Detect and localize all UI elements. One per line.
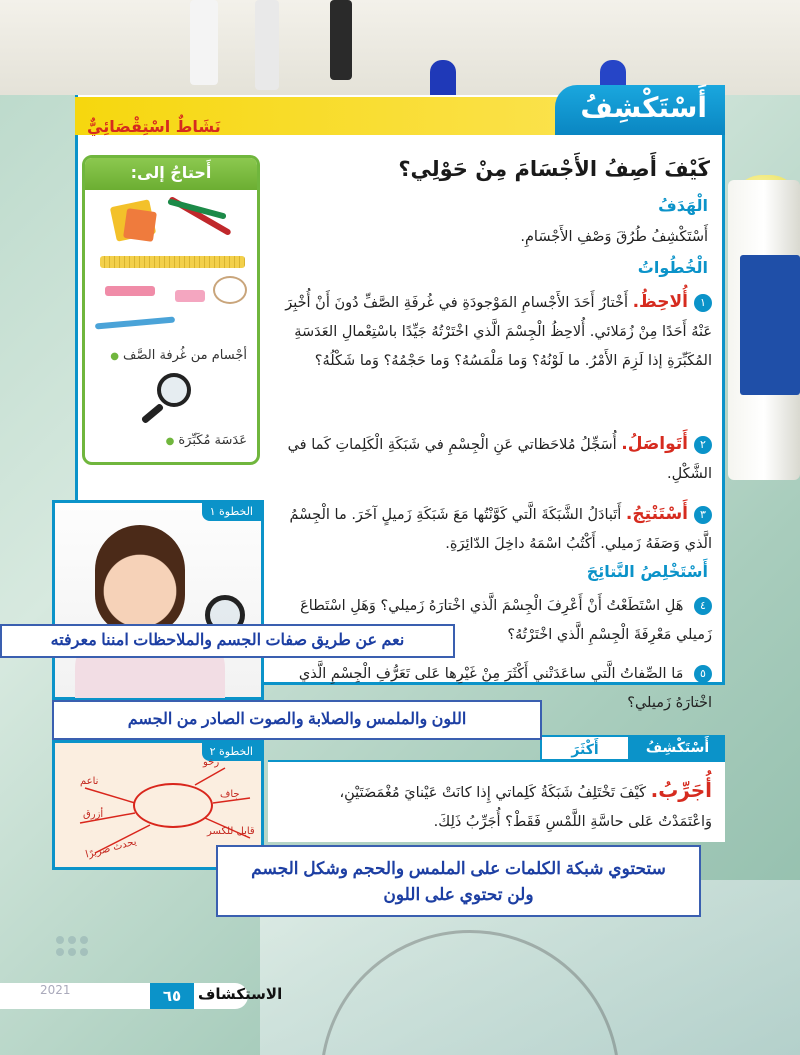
- step-text: أَتَبادَلُ الشَّبَكَةَ الَّتي كَوَّنْتُها مَعَ شَبَكَةِ زَميلٍ آخَرَ. ما الْجِسْمُ الَّذي وَصَفَهُ زَميلي. أَكْتُبُ اسْمَهُ داخِلَ الدّائِرَةِ.: [289, 507, 712, 552]
- step-2: [272, 430, 712, 489]
- step-keyword: أَتَواصَلُ.: [621, 434, 688, 454]
- lesson-header: [75, 85, 725, 135]
- explore-more-text: [282, 776, 712, 837]
- word-web-word: جاف: [220, 789, 240, 800]
- page-number: ٦٥: [150, 983, 194, 1009]
- pen-image: [95, 317, 175, 330]
- word-web-word: يحدث صريرًا: [84, 836, 138, 861]
- conclusion-text: مَا الصِّفاتُ الَّتي ساعَدَتْني أَكْثَرَ مِنْ غَيْرِها عَلى تَعَرُّفِ الْجِسْمِ الَّذي اخْتارَهُ زَميلي؟: [298, 666, 712, 711]
- activity-label: نَشَاطٌ اسْتِقْصَائِيٌّ: [87, 117, 221, 136]
- step-keyword: أَسْتَنْتِجُ.: [625, 504, 688, 524]
- glue-stick-label: [740, 255, 800, 395]
- explore-more-tab-a: أَسْتَكْشِفُ: [630, 735, 725, 761]
- footer-year: 2021: [40, 983, 71, 997]
- step-number: ٣: [694, 506, 712, 524]
- pen-image: [330, 0, 352, 80]
- eraser-image: [175, 290, 205, 302]
- materials-item: أجْسام من غُرفة الصَّف ●: [110, 348, 247, 363]
- goal-text: أَسْتَكْشِفُ طُرُقَ وَصْفِ الأَجْسَامِ.: [520, 229, 708, 245]
- step-tag: الخطوة ٢: [202, 743, 261, 761]
- explore-more-body: كَيْفَ تَخْتَلِفُ شَبَكَةُ كَلِماتي إِذا كانَتْ عَيْنايَ مُغْمَضَتَيْنِ، وَاعْتَمَدْتُ عَلى حاسَّةِ اللَّمْسِ فَقَطْ؟ أُجَرِّبُ ذَلِكَ.: [339, 785, 712, 830]
- answer-box-2[interactable]: اللون والملمس والصلابة والصوت الصادر من الجسم: [52, 700, 542, 740]
- activity-banner: [75, 97, 575, 135]
- word-web-word: أزرق: [83, 809, 104, 820]
- conclusion-text: هَلِ اسْتَطَعْتُ أَنْ أَعْرِفَ الْجِسْمَ الَّذي اخْتارَهُ زَميلي؟ وَهَلِ اسْتَطاعَ زَميلي مَعْرِفَةَ الْجِسْمِ الَّذي اخْتَرْتُهُ؟: [300, 598, 712, 643]
- word-web-word: ناعم: [80, 776, 99, 787]
- answer-box-3[interactable]: [216, 845, 701, 917]
- word-web-word: قابل للكسر: [207, 826, 255, 837]
- answer-3-line-2: ولن تحتوي على اللون: [383, 885, 534, 904]
- pen-image: [255, 0, 279, 90]
- background-desk: [0, 0, 800, 95]
- step-keyword: أُلاحِظُ.: [632, 292, 688, 312]
- magnifier-handle: [141, 403, 165, 424]
- step-tag: الخطوة ١: [202, 503, 261, 521]
- step-1: [272, 288, 712, 376]
- explore-more-keyword: أُجَرِّبُ.: [650, 778, 712, 802]
- sticky-notes-image: [123, 208, 157, 242]
- step1-photo-panel: [52, 500, 264, 700]
- explore-more-tabs: [540, 735, 725, 761]
- girl-photo: [95, 525, 185, 635]
- step-3: [272, 500, 712, 559]
- eraser-image: [105, 286, 155, 296]
- goal-heading: الْهَدَفُ: [658, 196, 708, 215]
- ruler-image: [100, 256, 245, 268]
- pen-image: [190, 0, 218, 85]
- word-web-word: رخو: [203, 757, 220, 768]
- step-number: ٢: [694, 436, 712, 454]
- conclusions-heading: أَسْتَخْلِصُ النَّتائِجَ: [586, 562, 708, 581]
- materials-item: عَدَسَة مُكَبِّرَة ●: [166, 433, 247, 448]
- magnifier-image: [157, 373, 191, 407]
- step-text: أُسَجِّلُ مُلاحَظاتي عَنِ الْجِسْمِ في شَبَكَةِ الْكَلِماتِ كَما في الشَّكْلِ.: [287, 437, 712, 482]
- rubber-band-image: [213, 276, 247, 304]
- section-title: أَسْتَكْشِفُ: [580, 91, 707, 124]
- materials-panel: [82, 155, 260, 465]
- step-number: ١: [694, 294, 712, 312]
- lesson-question: كَيْفَ أَصِفُ الأَجْسَامَ مِنْ حَوْلِي؟: [398, 157, 710, 181]
- ministry-logo-watermark: [20, 930, 140, 990]
- steps-heading: الْخُطُواتُ: [637, 258, 708, 277]
- step-text: أَخْتارُ أَحَدَ الأَجْسامِ المَوْجودَةِ في غُرفَةِ الصَّفِّ دُونَ أَنْ أُخْبِرَ عَنْهُ أَحَدًا مِنْ زُمَلائي. أُلاحِظُ الْجِسْمَ الَّذي اخْتَرْتُهُ جَيِّدًا باسْتِعْمالِ العَدَسَةِ المُكَبِّرَةِ إذا لَزِمَ الأَمْرُ. ما لَوْنُهُ؟ وَما مَلْمَسُهُ؟ وَما حَجْمُهُ؟ وَما شَكْلُهُ؟: [285, 295, 712, 369]
- title-banner: [555, 85, 725, 135]
- explore-more-tab-b: أَكْثَرَ: [540, 735, 630, 761]
- answer-box-1[interactable]: نعم عن طريق صفات الجسم والملاحظات امننا معرفته: [0, 624, 455, 658]
- step-number: ٤: [694, 597, 712, 615]
- answer-3-line-1: ستحتوي شبكة الكلمات على الملمس والحجم وشكل الجسم: [251, 859, 666, 878]
- materials-title: أَحتاجُ إلى:: [85, 158, 257, 190]
- step-number: ٥: [694, 665, 712, 683]
- footer-title: الاستكشاف: [198, 985, 283, 1003]
